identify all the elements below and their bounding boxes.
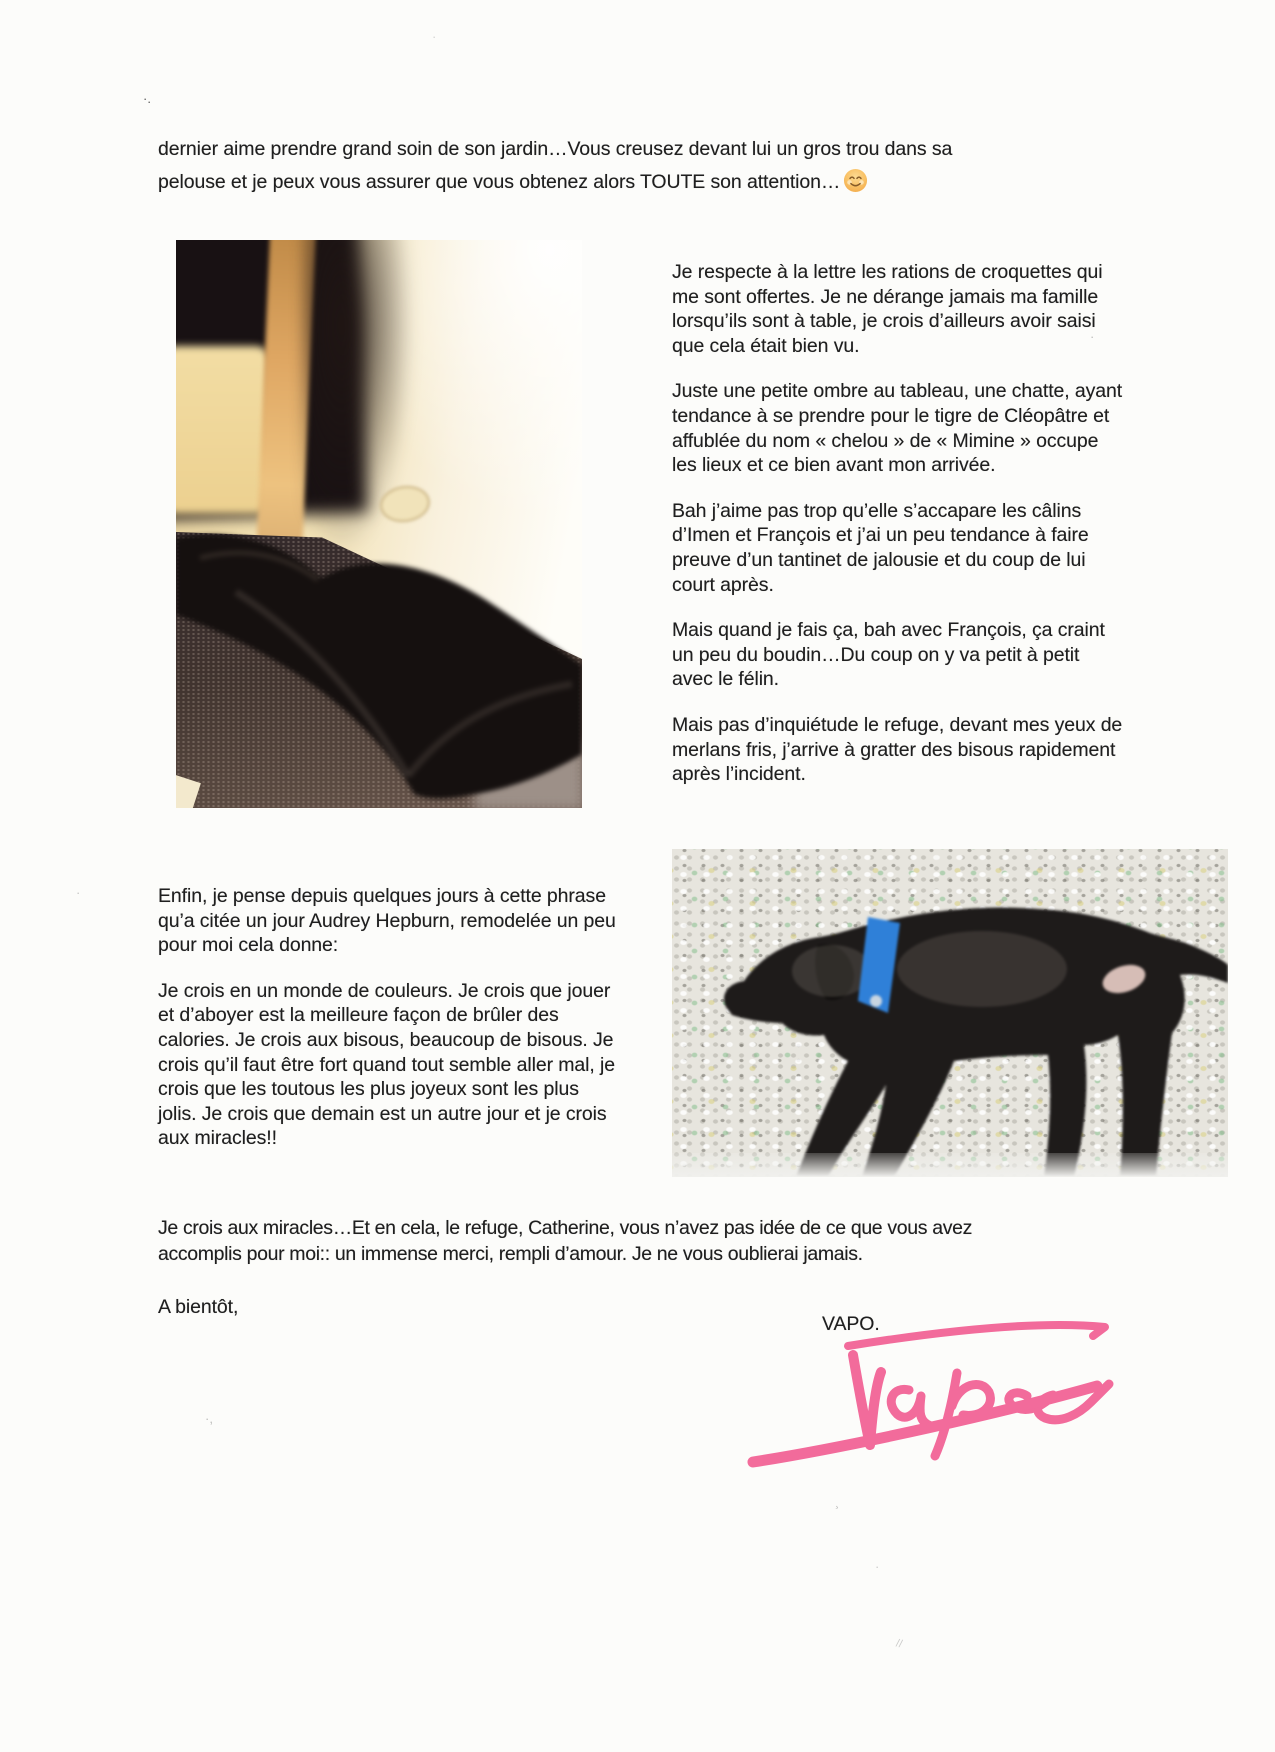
scan-speck: · (76, 885, 81, 900)
scan-speck: · (1090, 329, 1095, 344)
black-dog-silhouette (672, 849, 1228, 1177)
dog-bed-photo (176, 240, 582, 808)
paragraph-je-crois: Je crois en un monde de couleurs. Je crois que jouer et d’aboyer est la meilleure façon de brûler des calories. Je crois aux bisous, beaucoup de bisous. Je crois qu’il faut être fort quand tout semble aller mal, je crois que les toutous les plus joyeux sont les plus jolis. Je crois que demain est un autre jour et je crois aux miracles!! (158, 979, 616, 1150)
left-text-column (158, 884, 618, 1172)
intro-paragraph (158, 133, 994, 199)
scan-speck: ·. (143, 91, 151, 106)
pink-signature-scrawl (705, 1318, 1145, 1478)
collar-buckle (870, 995, 882, 1007)
paragraph-hepburn: Enfin, je pense depuis quelques jours à cette phrase qu’a citée un jour Audrey Hepburn, remodelée un peu pour moi cela donne: (158, 885, 616, 957)
black-dog-bed (176, 240, 582, 808)
signature-name: VAPO. (822, 1313, 880, 1335)
paragraph-bisous: Mais pas d’inquiétude le refuge, devant mes yeux de merlans fris, j’arrive à gratter des bisous rapidement après l’incident. (672, 713, 1123, 786)
dog-lying-photo (672, 849, 1228, 1177)
scan-speck: ·, (205, 1411, 213, 1426)
scan-speck: ¸ (835, 1494, 840, 1509)
paragraph-boudin: Mais quand je fais ça, bah avec François, ça craint un peu du boudin…Du coup on y va petit à petit avec le félin. (672, 619, 1105, 691)
closing-paragraph: Je crois aux miracles…Et en cela, le refuge, Catherine, vous n’avez pas idée de ce que vous avez accomplis pour moi:: un immense merci, rempli d’amour. Je ne vous oublierai jamais. (158, 1217, 973, 1265)
intro-text: dernier aime prendre grand soin de son jardin…Vous creusez devant lui un gros trou dans sa pelouse et je peux vous assurer que vous obtenez alors TOUTE son attention… (158, 138, 953, 193)
scan-speck: · (432, 29, 437, 44)
blushing-smiley-emoji (843, 168, 868, 193)
paragraph-chatte: Juste une petite ombre au tableau, une chatte, ayant tendance à se prendre pour le tigre de Cléopâtre et affublée du nom « chelou » de « Mimine » occupe les lieux et ce bien avant mon arrivée. (672, 380, 1123, 477)
paragraph-croquettes: Je respecte à la lettre les rations de croquettes qui me sont offertes. Je ne dérange jamais ma famille lorsqu’ils sont à table, je crois d’ailleurs avoir saisi que cela était bien vu. (672, 261, 1103, 357)
farewell-line: A bientôt, (158, 1296, 239, 1318)
right-text-column (672, 260, 1124, 808)
scan-speck: · (875, 1559, 880, 1574)
paragraph-jalousie: Bah j’aime pas trop qu’elle s’accapare les câlins d’Imen et François et j’ai un peu tendance à faire preuve d’un tantinet de jalousie et du coup de lui court après. (672, 499, 1089, 596)
scan-speck: // (894, 1637, 904, 1651)
